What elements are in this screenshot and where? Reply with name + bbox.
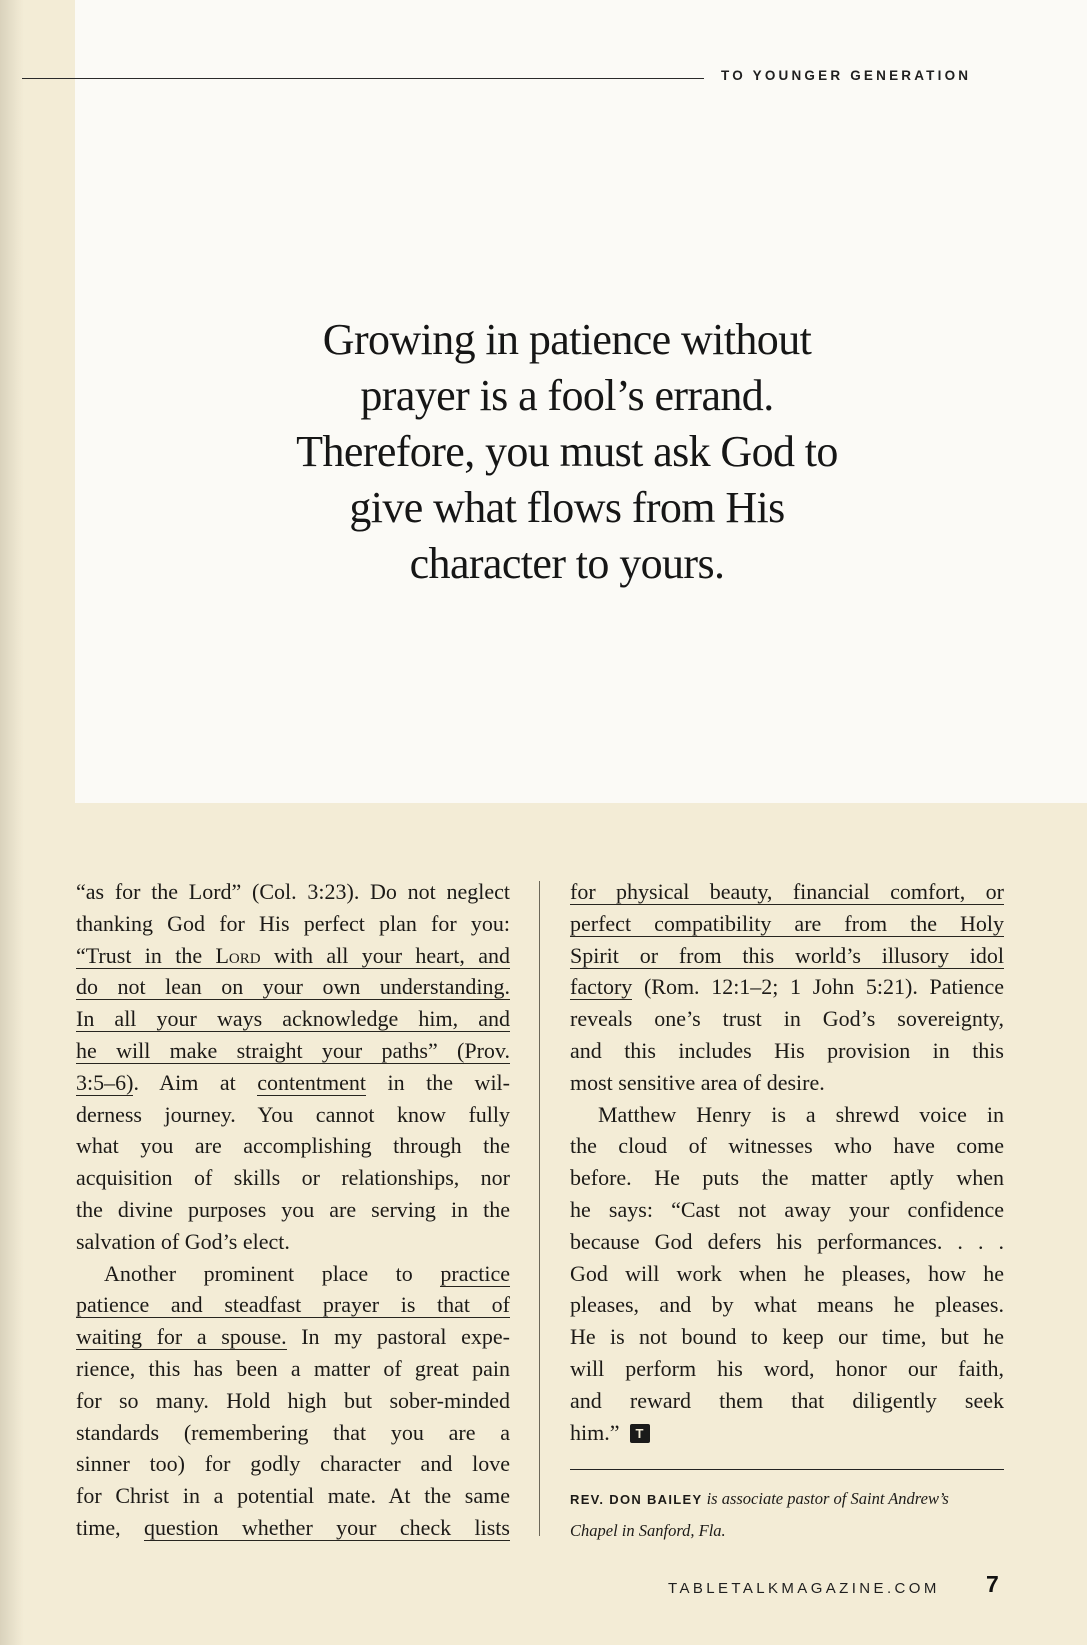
column-divider xyxy=(539,881,540,1536)
text-line xyxy=(570,1353,1004,1385)
text-line xyxy=(76,1448,510,1480)
text-line xyxy=(76,1226,510,1258)
body-text: for Christ in a potential mate. At the same xyxy=(76,1483,510,1509)
highlighted-text: waiting for a spouse. xyxy=(76,1324,287,1350)
text-line xyxy=(76,1385,510,1417)
author-bio-text: Chapel in Sanford, Fla. xyxy=(570,1521,726,1540)
body-text: derness journey. You cannot know fully xyxy=(76,1101,510,1127)
text-line xyxy=(570,1289,1004,1321)
body-text: pleases, and by what means he pleases. xyxy=(570,1292,1004,1318)
text-line xyxy=(570,876,1004,908)
bio-rule xyxy=(570,1469,1004,1470)
highlighted-text: for physical beauty, financial comfort, or xyxy=(570,879,1004,904)
highlighted-text: question whether your check lists xyxy=(143,1514,510,1540)
article-column-left xyxy=(76,876,510,1544)
highlighted-text: practice xyxy=(440,1260,510,1286)
text-line xyxy=(76,1258,510,1290)
body-text: what you are accomplishing through the xyxy=(76,1133,510,1159)
text-line xyxy=(570,1130,1004,1162)
text-line xyxy=(570,1162,1004,1194)
body-text: him.” xyxy=(570,1419,620,1445)
body-text: He is not bound to keep our time, but he xyxy=(570,1324,1004,1350)
page-number: 7 xyxy=(986,1571,999,1597)
highlighted-text: Spirit or from this world’s illusory idol xyxy=(570,942,1004,968)
pull-quote-line: Therefore, you must ask God to xyxy=(296,427,838,476)
pull-quote-line: prayer is a fool’s errand. xyxy=(360,371,774,420)
text-line xyxy=(570,1194,1004,1226)
text-line xyxy=(570,908,1004,940)
pull-quote-line: Growing in patience without xyxy=(322,315,812,364)
highlighted-text: “Trust in the xyxy=(76,942,216,968)
body-text: acquisition of skills or relationships, nor xyxy=(76,1165,510,1191)
highlighted-text: Lord xyxy=(215,942,261,968)
text-line xyxy=(570,1099,1004,1131)
highlighted-text: do not lean on your own understanding. xyxy=(76,974,510,1000)
body-text: In my pastoral expe- xyxy=(286,1324,510,1350)
highlighted-text: with all your heart, and xyxy=(260,942,510,968)
body-text: Another prominent place to xyxy=(104,1260,441,1286)
text-line xyxy=(570,1258,1004,1290)
body-text: standards (remembering that you are a xyxy=(76,1419,510,1445)
text-line xyxy=(76,1003,510,1035)
body-text: and this includes His provision in this xyxy=(570,1037,1004,1063)
text-line xyxy=(76,940,510,972)
body-text: before. He puts the matter aptly when xyxy=(570,1165,1004,1191)
text-line xyxy=(570,1003,1004,1035)
body-text: sinner too) for godly character and love xyxy=(76,1451,510,1477)
text-line xyxy=(570,1385,1004,1417)
text-line xyxy=(76,1512,510,1544)
body-text: time, xyxy=(76,1514,144,1540)
header-rule xyxy=(22,78,704,79)
highlighted-text: contentment xyxy=(257,1069,367,1095)
highlighted-text: he will make straight your paths” (Prov. xyxy=(76,1037,510,1063)
body-text: “as for the Lord” (Col. 3:23). Do not neglect xyxy=(76,879,510,904)
text-line xyxy=(570,1035,1004,1067)
text-line xyxy=(76,876,510,908)
text-line xyxy=(76,1162,510,1194)
text-line xyxy=(570,1321,1004,1353)
text-line xyxy=(570,971,1004,1003)
binding-gutter xyxy=(0,0,24,1645)
body-text: . Aim at xyxy=(133,1069,258,1095)
highlighted-text: perfect compatibility are from the Holy xyxy=(570,910,1004,936)
body-text: (Rom. 12:1–2; 1 John 5:21). Patience xyxy=(632,974,1004,1000)
highlighted-text: In all your ways acknowledge him, and xyxy=(76,1006,510,1032)
body-text: the cloud of witnesses who have come xyxy=(570,1133,1004,1159)
pull-quote-line: give what flows from His xyxy=(349,483,785,532)
body-text: thanking God for His perfect plan for you: xyxy=(76,910,510,936)
text-line xyxy=(570,1417,1004,1449)
section-title: TO YOUNGER GENERATION xyxy=(721,68,972,83)
text-line xyxy=(76,1035,510,1067)
body-text: the divine purposes you are serving in the xyxy=(76,1196,510,1222)
text-line xyxy=(76,1194,510,1226)
text-line xyxy=(76,1321,510,1353)
text-line xyxy=(76,971,510,1003)
body-text: and reward them that diligently seek xyxy=(570,1387,1004,1413)
body-text: will perform his word, honor our faith, xyxy=(570,1355,1004,1381)
text-line xyxy=(76,1353,510,1385)
body-text: because God defers his performances. . . . xyxy=(570,1228,1004,1254)
text-line xyxy=(570,1067,1004,1099)
text-line xyxy=(76,1417,510,1449)
author-bio-text: is associate pastor of Saint Andrew’s xyxy=(702,1489,949,1508)
text-line xyxy=(76,1289,510,1321)
text-line xyxy=(570,1226,1004,1258)
text-line xyxy=(570,940,1004,972)
highlighted-text: patience and steadfast prayer is that of xyxy=(76,1292,510,1318)
author-name: REV. DON BAILEY xyxy=(570,1492,703,1507)
pull-quote-line: character to yours. xyxy=(409,539,725,588)
highlighted-text: factory xyxy=(570,974,633,1000)
body-text: Matthew Henry is a shrewd voice in xyxy=(598,1101,1004,1127)
body-text: most sensitive area of desire. xyxy=(570,1069,825,1095)
body-text: God will work when he pleases, how he xyxy=(570,1260,1004,1286)
body-text: for so many. Hold high but sober-minded xyxy=(76,1387,510,1413)
highlighted-text: 3:5–6) xyxy=(76,1069,134,1095)
text-line xyxy=(76,1130,510,1162)
footer-site-url: TABLETALKMAGAZINE.COM xyxy=(668,1580,940,1597)
author-bio xyxy=(570,1483,1004,1546)
pull-quote xyxy=(200,312,934,592)
text-line xyxy=(76,908,510,940)
body-text: in the wil- xyxy=(366,1069,510,1095)
text-line xyxy=(76,1480,510,1512)
body-text: rience, this has been a matter of great pain xyxy=(76,1355,510,1381)
body-text: he says: “Cast not away your confidence xyxy=(570,1196,1004,1222)
text-line xyxy=(76,1067,510,1099)
text-line xyxy=(76,1099,510,1131)
body-text: salvation of God’s elect. xyxy=(76,1228,290,1254)
article-column-right xyxy=(570,876,1004,1448)
body-text: reveals one’s trust in God’s sovereignty, xyxy=(570,1006,1004,1032)
article-end-mark-icon: T xyxy=(630,1424,650,1443)
